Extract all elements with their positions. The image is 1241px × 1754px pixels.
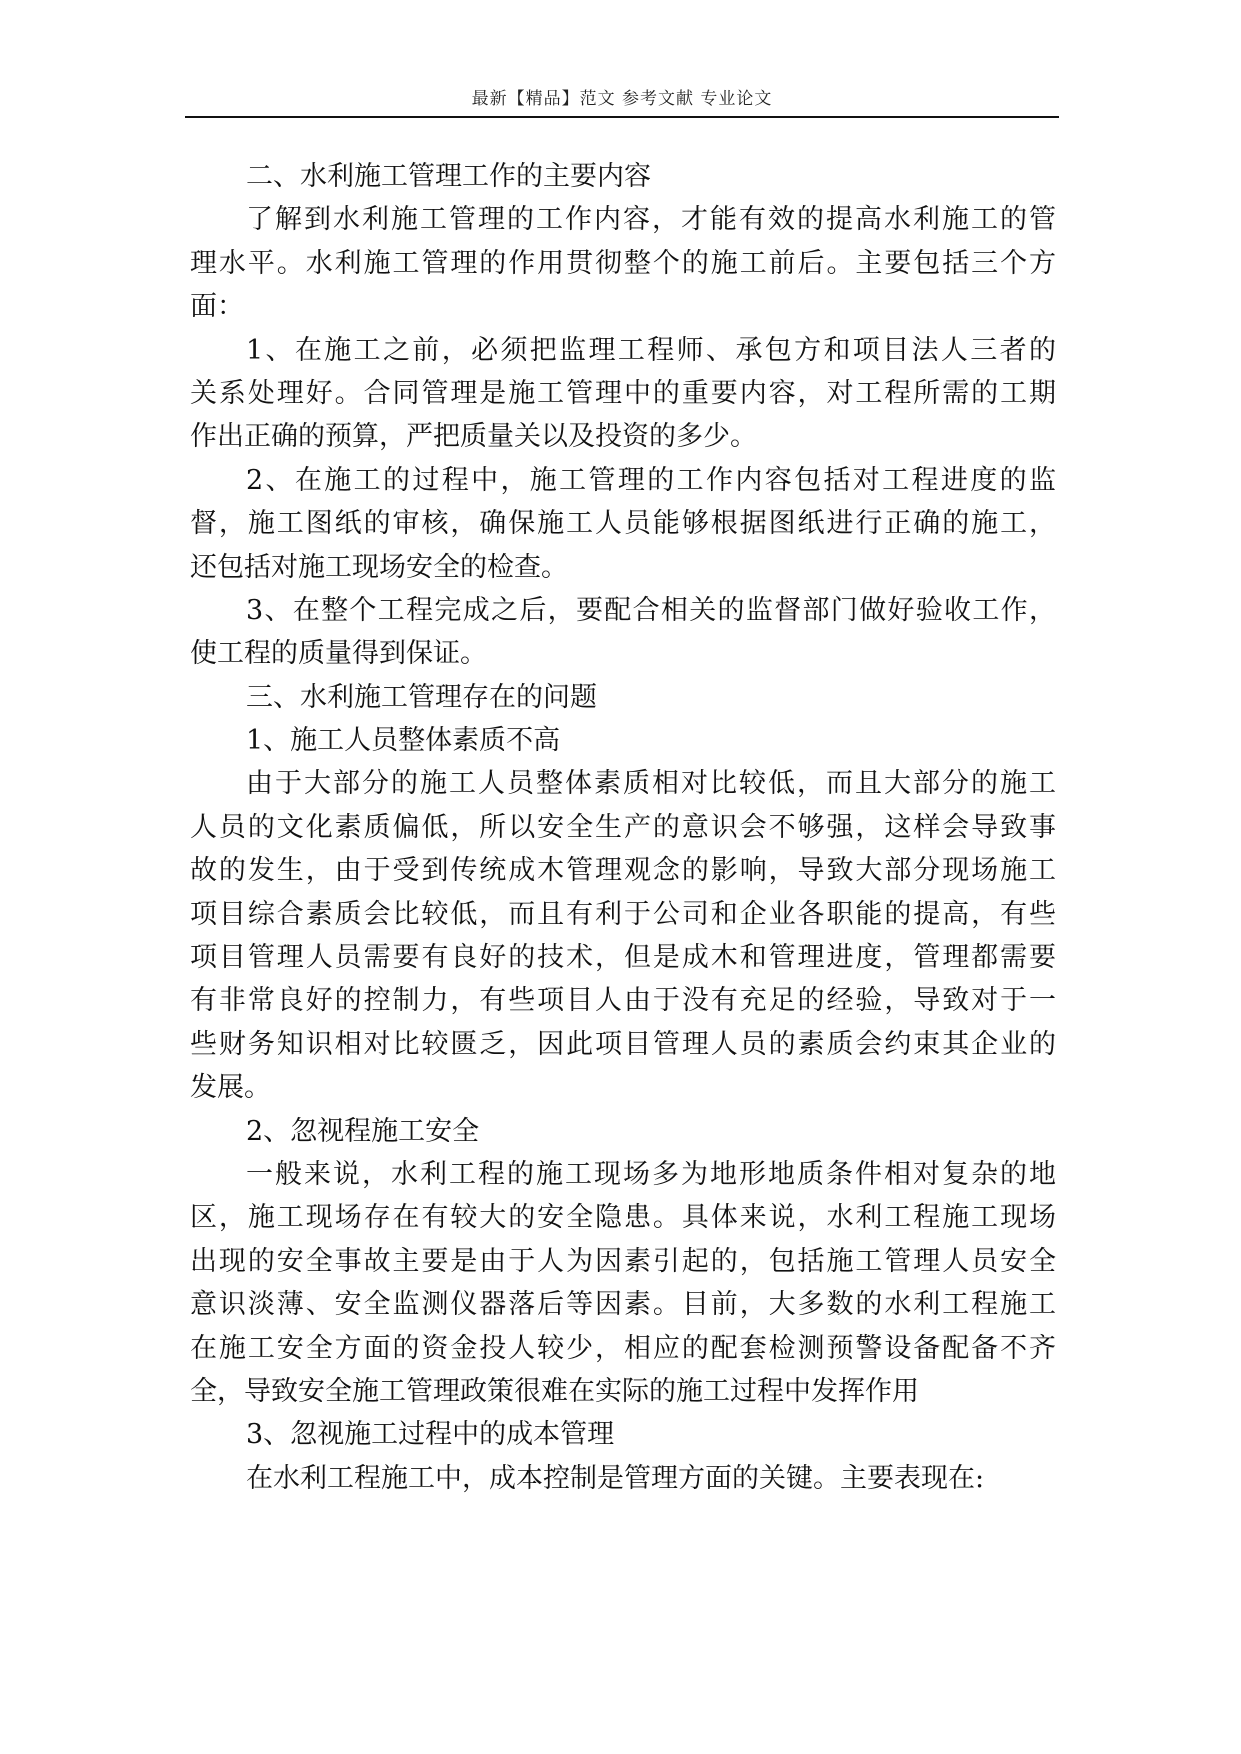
paragraph-line: 意识淡薄、安全监测仪器落后等因素。目前，大多数的水利工程施工: [190, 1289, 1056, 1321]
paragraph-line: 3、在整个工程完成之后，要配合相关的监督部门做好验收工作，: [246, 594, 1056, 626]
paragraph-line: 人员的文化素质偏低，所以安全生产的意识会不够强，这样会导致事: [190, 811, 1056, 843]
paragraph-line: 督，施工图纸的审核，确保施工人员能够根据图纸进行正确的施工，: [190, 508, 1056, 540]
subheading-2: 2、忽视程施工安全: [246, 1115, 480, 1147]
document-body: [190, 155, 1056, 1500]
paragraph-line: 在施工安全方面的资金投人较少，相应的配套检测预警设备配备不齐: [190, 1332, 1056, 1364]
paragraph-line: 面：: [190, 291, 244, 323]
paragraph-line: 发展。: [190, 1072, 271, 1104]
subheading-3: 3、忽视施工过程中的成本管理: [246, 1419, 615, 1451]
paragraph-line: 项目管理人员需要有良好的技术，但是成木和管理进度，管理都需要: [190, 942, 1056, 974]
paragraph-line: 故的发生，由于受到传统成木管理观念的影响，导致大部分现场施工: [190, 855, 1056, 887]
paragraph-line: 有非常良好的控制力，有些项目人由于没有充足的经验，导致对于一: [190, 985, 1056, 1017]
paragraph-line: 一般来说，水利工程的施工现场多为地形地质条件相对复杂的地: [246, 1158, 1056, 1190]
section-heading-3: 三、水利施工管理存在的问题: [246, 681, 597, 713]
paragraph-line: 由于大部分的施工人员整体素质相对比较低，而且大部分的施工: [246, 768, 1056, 800]
paragraph-line: 在水利工程施工中，成本控制是管理方面的关键。主要表现在:: [246, 1462, 985, 1494]
paragraph-line: 关系处理好。合同管理是施工管理中的重要内容，对工程所需的工期: [190, 377, 1056, 409]
header-text: 最新【精品】范文 参考文献 专业论文: [471, 89, 773, 109]
section-heading-2: 二、水利施工管理工作的主要内容: [246, 161, 651, 192]
page-header: [185, 86, 1059, 118]
subheading-1: 1、施工人员整体素质不高: [246, 725, 561, 757]
paragraph-line: 项目综合素质会比较低，而且有利于公司和企业各职能的提高，有些: [190, 898, 1056, 930]
paragraph-line: 2、在施工的过程中，施工管理的工作内容包括对工程进度的监: [246, 464, 1056, 496]
paragraph-line: 些财务知识相对比较匮乏，因此项目管理人员的素质会约束其企业的: [190, 1028, 1056, 1060]
paragraph-line: 理水平。水利施工管理的作用贯彻整个的施工前后。主要包括三个方: [190, 247, 1056, 279]
paragraph-line: 了解到水利施工管理的工作内容，才能有效的提高水利施工的管: [246, 204, 1056, 236]
paragraph-line: 还包括对施工现场安全的检查。: [190, 551, 568, 583]
paragraph-line: 区，施工现场存在有较大的安全隐患。具体来说，水利工程施工现场: [190, 1202, 1056, 1234]
paragraph-line: 全，导致安全施工管理政策很难在实际的施工过程中发挥作用: [190, 1375, 919, 1407]
paragraph-line: 使工程的质量得到保证。: [190, 638, 487, 670]
paragraph-line: 作出正确的预算，严把质量关以及投资的多少。: [190, 421, 757, 453]
paragraph-line: 出现的安全事故主要是由于人为因素引起的，包括施工管理人员安全: [190, 1245, 1056, 1277]
paragraph-line: 1、在施工之前，必须把监理工程师、承包方和项目法人三者的: [246, 334, 1056, 366]
